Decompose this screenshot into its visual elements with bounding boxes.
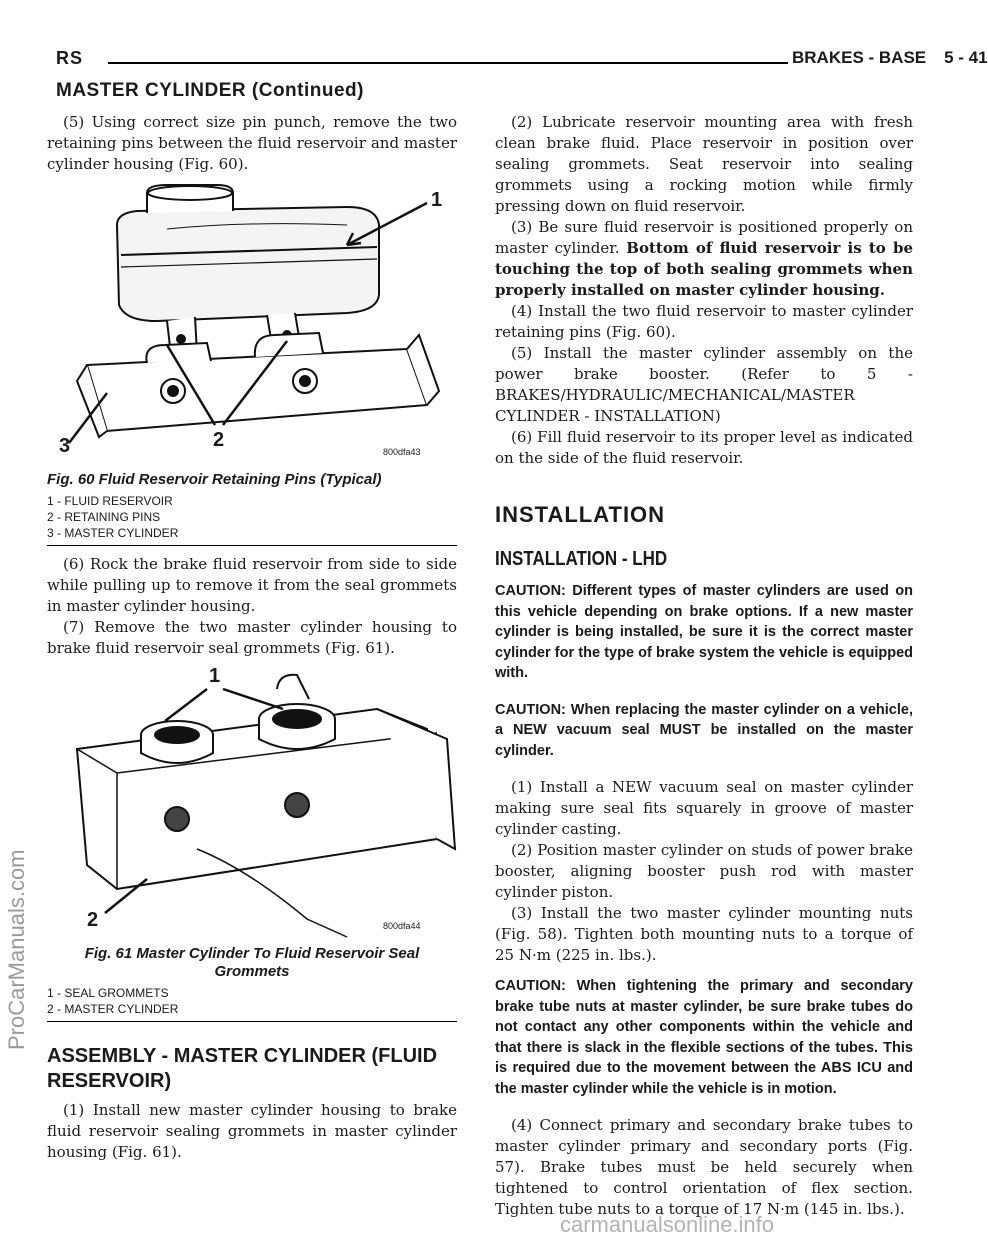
- assembly-step-3-text: (3) Be sure fluid reservoir is positioned properly on master cylinder.: [495, 218, 913, 257]
- header-chapter-title: BRAKES - BASE: [792, 48, 927, 67]
- install-step-2: (2) Position master cylinder on studs of power brake booster, aligning booster push rod with master cylinder piston.: [495, 841, 913, 901]
- step-5-remove-pins: (5) Using correct size pin punch, remove the two retaining pins between the fluid reservoir and master cylinder housing (Fig. 60).: [47, 113, 457, 173]
- fig60-illustration: [47, 185, 457, 465]
- fig61-caption: [47, 945, 457, 981]
- right-column: [495, 112, 913, 1220]
- assembly-step-5: (5) Install the master cylinder assembly on the power brake booster. (Refer to 5 - BRAKES/HYDRAULIC/MECHANICAL/MASTER CYLINDER - INSTALLATION): [495, 344, 913, 425]
- fig60-legend: [47, 493, 457, 546]
- fig61-legend: [47, 985, 457, 1022]
- fig61-caption-line: Fig. 61 Master Cylinder To Fluid Reservoir Seal: [84, 945, 420, 962]
- assembly-heading: ASSEMBLY - MASTER CYLINDER (FLUID RESERVOIR): [47, 1045, 438, 1092]
- fig60-legend-item: 1 - FLUID RESERVOIR: [47, 494, 173, 508]
- fig61-legend-item: 2 - MASTER CYLINDER: [47, 1002, 179, 1016]
- caution-vacuum-seal: CAUTION: When replacing the master cylinder on a vehicle, a NEW vacuum seal MUST be installed on the master cylinder.: [495, 701, 913, 759]
- side-watermark: ProCarManuals.com: [4, 849, 29, 1050]
- fig60-callout-2: 2: [213, 429, 225, 451]
- figure-61: [47, 665, 457, 1022]
- fig61-callout-1: 1: [209, 665, 221, 687]
- assembly-step-2: (2) Lubricate reservoir mounting area with fresh clean brake fluid. Place reservoir in position over sealing grommets. Seat reservoir into sealing grommets using a rocking motion while firmly pressing down on fluid reservoir.: [495, 113, 913, 215]
- fig60-legend-item: 2 - RETAINING PINS: [47, 510, 161, 524]
- fig60-code: 800dfa43: [383, 447, 421, 457]
- page-number: 5 - 41: [944, 48, 988, 67]
- bottom-watermark: carmanualsonline.info: [560, 1212, 775, 1237]
- fig61-caption-line: Grommets: [214, 963, 290, 980]
- header-chapter: [792, 48, 988, 68]
- assembly-step-4: (4) Install the two fluid reservoir to master cylinder retaining pins (Fig. 60).: [495, 302, 913, 341]
- fig60-callout-1: 1: [431, 189, 443, 211]
- fig61-code: 800dfa44: [383, 921, 421, 931]
- installation-heading: INSTALLATION: [495, 502, 666, 527]
- assembly-step-3: [495, 217, 913, 301]
- install-step-4: (4) Connect primary and secondary brake tubes to master cylinder primary and secondary ports (Fig. 57). Brake tubes must be held securely when tightened to control orientation of flex section. Tighten tube nuts to a torque of 17 N·m (145 in. lbs.).: [495, 1116, 913, 1218]
- step-6-rock-reservoir: (6) Rock the brake fluid reservoir from side to side while pulling up to remove it from the seal grommets in master cylinder housing.: [47, 555, 457, 615]
- figure-60: [47, 185, 457, 546]
- install-step-1: (1) Install a NEW vacuum seal on master cylinder making sure seal fits squarely in groove of master cylinder casting.: [495, 778, 913, 838]
- caution-master-cylinder-type: CAUTION: Different types of master cylinders are used on this vehicle depending on brake options. If a new master cylinder is being installed, be sure it is the correct master cylinder for the type of brake system the vehicle is equipped with.: [495, 583, 913, 681]
- installation-lhd-heading: INSTALLATION - LHD: [495, 548, 668, 570]
- caution-brake-tubes: CAUTION: When tightening the primary and secondary brake tube nuts at master cylinder, be sure brake tubes do not contact any other components within the vehicle and that there is slack in the flexible sections of the tubes. This is required due to the movement between the ABS ICU and the master cylinder while the vehicle is in motion.: [495, 978, 913, 1097]
- fig60-caption: Fig. 60 Fluid Reservoir Retaining Pins (Typical): [47, 471, 382, 488]
- step-7-remove-grommets: (7) Remove the two master cylinder housing to brake fluid reservoir seal grommets (Fig. 61).: [47, 618, 457, 657]
- install-step-3: (3) Install the two master cylinder mounting nuts (Fig. 58). Tighten both mounting nuts to a torque of 25 N·m (225 in. lbs.).: [495, 904, 913, 964]
- header-section-code: RS: [56, 48, 84, 68]
- assembly-step-1: (1) Install new master cylinder housing to brake fluid reservoir sealing grommets in master cylinder housing (Fig. 61).: [47, 1101, 457, 1161]
- fig61-legend-item: 1 - SEAL GROMMETS: [47, 986, 169, 1000]
- header-rule: [108, 62, 788, 64]
- fig61-callout-2: 2: [87, 909, 99, 931]
- fig60-legend-item: 3 - MASTER CYLINDER: [47, 526, 179, 540]
- assembly-step-6: (6) Fill fluid reservoir to its proper level as indicated on the side of the fluid reservoir.: [495, 428, 913, 467]
- fig60-callout-3: 3: [59, 435, 71, 457]
- left-column: [47, 112, 457, 1163]
- assembly-step-3-emphasis: Bottom of fluid reservoir is to be touching the top of both sealing grommets when properly installed on master cylinder housing.: [495, 239, 913, 299]
- running-head: MASTER CYLINDER (Continued): [56, 80, 364, 101]
- fig61-illustration: [47, 669, 457, 939]
